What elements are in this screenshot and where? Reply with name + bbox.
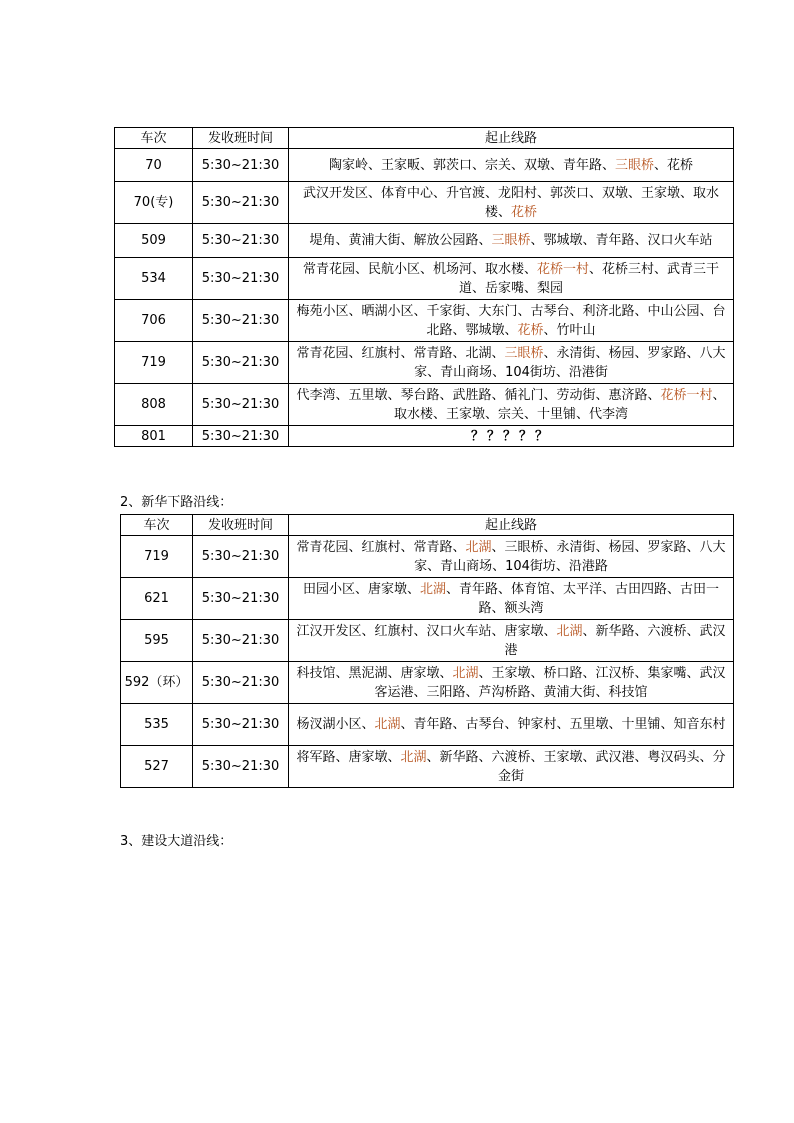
bus-number: 801 (115, 426, 193, 447)
route-text: 陶家岭、王家畈、郭茨口、宗关、双墩、青年路、 (328, 157, 615, 173)
route-text: 、青年路、体育馆、太平洋、古田四路、古田一路、额头湾 (446, 581, 720, 616)
service-hours: 5:30~21:30 (193, 746, 289, 788)
header-route: 起止线路 (289, 128, 734, 149)
service-hours: 5:30~21:30 (193, 149, 289, 182)
bus-number: 70(专) (115, 182, 193, 224)
highlighted-stop: 北湖 (400, 749, 427, 765)
table-row (115, 258, 734, 300)
service-hours: 5:30~21:30 (193, 224, 289, 258)
table-row (115, 149, 734, 182)
route-stops (289, 258, 734, 300)
route-stops (289, 300, 734, 342)
route-text: 代李湾、五里墩、琴台路、武胜路、循礼门、劳动街、惠济路、 (296, 387, 661, 403)
route-stops (289, 578, 734, 620)
service-hours: 5:30~21:30 (193, 182, 289, 224)
route-text: ？？？？？ (470, 428, 551, 444)
highlighted-stop: 三眼桥 (504, 345, 544, 361)
route-stops (289, 224, 734, 258)
route-text: 、花桥 (654, 157, 694, 173)
highlighted-stop: 北湖 (465, 539, 492, 555)
route-text: 、新华路、六渡桥、武汉港 (504, 623, 726, 658)
route-text: 、三眼桥、永清街、杨园、罗家路、八大家、青山商场、104街坊、沿港路 (414, 539, 726, 574)
service-hours: 5:30~21:30 (193, 384, 289, 426)
route-text: 、王家墩、桥口路、江汉桥、集家嘴、武汉客运港、三阳路、芦沟桥路、黄浦大街、科技馆 (374, 665, 726, 700)
bus-number: 621 (121, 578, 193, 620)
highlighted-stop: 花桥 (517, 322, 544, 338)
route-stops (289, 149, 734, 182)
route-stops (289, 426, 734, 447)
service-hours: 5:30~21:30 (193, 258, 289, 300)
route-text: 、竹叶山 (543, 322, 596, 338)
route-text: 武汉开发区、体育中心、升官渡、龙阳村、郭茨口、双墩、王家墩、取水楼、 (302, 185, 719, 220)
table-row (115, 342, 734, 384)
highlighted-stop: 北湖 (556, 623, 583, 639)
route-text: 江汉开发区、红旗村、汉口火车站、唐家墩、 (296, 623, 557, 639)
route-text: 、取水楼、王家墩、宗关、十里铺、代李湾 (393, 387, 726, 422)
bus-number: 719 (121, 536, 193, 578)
route-text: 常青花园、红旗村、常青路、北湖、 (296, 345, 505, 361)
highlighted-stop: 三眼桥 (491, 233, 531, 248)
highlighted-stop: 三眼桥 (614, 157, 654, 173)
section-3-heading: 3、建设大道沿线： (120, 834, 233, 849)
route-text: 、青年路、古琴台、钟家村、五里墩、十里铺、知音东村 (400, 717, 726, 732)
bus-number: 509 (115, 224, 193, 258)
table-header-row (115, 128, 734, 149)
service-hours: 5:30~21:30 (193, 578, 289, 620)
bus-number: 592（环） (121, 662, 193, 704)
service-hours: 5:30~21:30 (193, 342, 289, 384)
route-stops (289, 384, 734, 426)
bus-number: 706 (115, 300, 193, 342)
route-text: 科技馆、黑泥湖、唐家墩、 (296, 665, 453, 681)
route-text: 常青花园、红旗村、常青路、 (296, 539, 466, 555)
table-row (121, 578, 734, 620)
service-hours: 5:30~21:30 (193, 662, 289, 704)
service-hours: 5:30~21:30 (193, 300, 289, 342)
route-stops (289, 746, 734, 788)
service-hours: 5:30~21:30 (193, 704, 289, 746)
header-bus: 车次 (115, 128, 193, 149)
service-hours: 5:30~21:30 (193, 426, 289, 447)
route-text: 常青花园、民航小区、机场河、取水楼、 (302, 261, 537, 277)
route-table-1 (114, 127, 734, 447)
highlighted-stop: 花桥一村 (536, 261, 589, 277)
header-route: 起止线路 (289, 515, 734, 536)
route-text: 、花桥三村、武青三干道、岳家嘴、梨园 (458, 261, 720, 296)
route-stops (289, 536, 734, 578)
service-hours: 5:30~21:30 (193, 536, 289, 578)
bus-number: 535 (121, 704, 193, 746)
table-row (121, 620, 734, 662)
table-row (115, 384, 734, 426)
highlighted-stop: 北湖 (419, 581, 446, 597)
table-row (121, 536, 734, 578)
table-header-row (121, 515, 734, 536)
header-time: 发收班时间 (193, 128, 289, 149)
route-stops (289, 620, 734, 662)
table-row (115, 300, 734, 342)
route-text: 、新华路、六渡桥、王家墩、武汉港、粤汉码头、分金街 (426, 749, 726, 784)
route-text: 将军路、唐家墩、 (296, 749, 401, 765)
section-2-heading: 2、新华下路沿线： (120, 495, 233, 510)
route-stops (289, 182, 734, 224)
route-text: 梅苑小区、晒湖小区、千家街、大东门、古琴台、利济北路、中山公园、台北路、鄂城墩、 (296, 303, 726, 338)
highlighted-stop: 花桥一村 (660, 387, 713, 403)
route-text: 、鄂城墩、青年路、汉口火车站 (530, 233, 713, 248)
service-hours: 5:30~21:30 (193, 620, 289, 662)
table-row (121, 662, 734, 704)
route-stops (289, 662, 734, 704)
route-stops (289, 704, 734, 746)
bus-number: 527 (121, 746, 193, 788)
bus-number: 595 (121, 620, 193, 662)
route-text: 、永清街、杨园、罗家路、八大家、青山商场、104街坊、沿港街 (414, 345, 726, 380)
route-text: 杨汊湖小区、 (296, 717, 375, 732)
bus-number: 808 (115, 384, 193, 426)
highlighted-stop: 花桥 (511, 204, 538, 220)
header-time: 发收班时间 (193, 515, 289, 536)
bus-number: 70 (115, 149, 193, 182)
highlighted-stop: 北湖 (452, 665, 479, 681)
table-row (121, 704, 734, 746)
route-text: 堤角、黄浦大街、解放公园路、 (309, 233, 492, 248)
table-row (115, 224, 734, 258)
header-bus: 车次 (121, 515, 193, 536)
route-text: 田园小区、唐家墩、 (302, 581, 420, 597)
route-stops (289, 342, 734, 384)
bus-number: 534 (115, 258, 193, 300)
table-row (115, 182, 734, 224)
table-row (115, 426, 734, 447)
bus-number: 719 (115, 342, 193, 384)
highlighted-stop: 北湖 (374, 717, 401, 732)
table-row (121, 746, 734, 788)
route-table-2 (120, 514, 734, 788)
